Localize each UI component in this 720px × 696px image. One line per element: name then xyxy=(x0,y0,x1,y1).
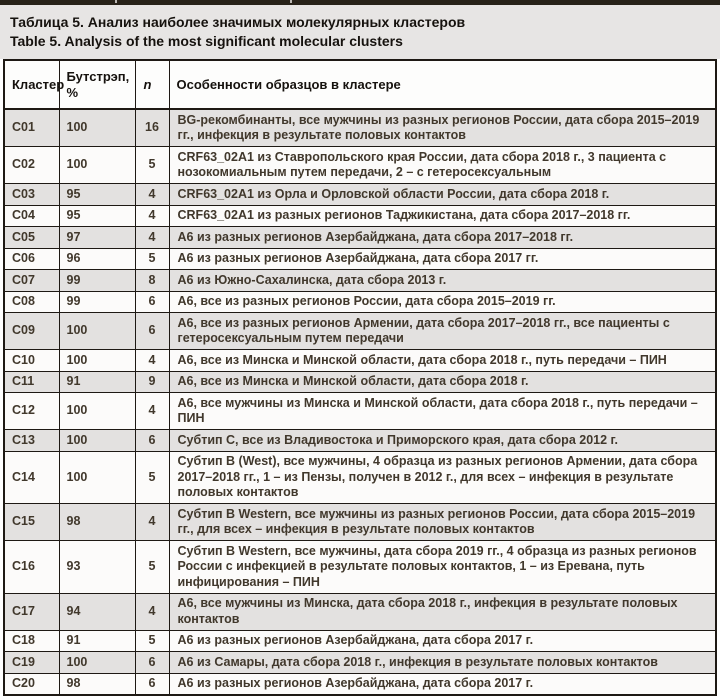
bootstrap-value: 97 xyxy=(59,227,135,249)
clusters-table xyxy=(3,59,717,696)
sample-count: 4 xyxy=(135,227,169,249)
bootstrap-value: 98 xyxy=(59,504,135,541)
bootstrap-value: 100 xyxy=(59,451,135,504)
cluster-id: C01 xyxy=(4,109,59,147)
cluster-id: C17 xyxy=(4,593,59,630)
sample-count: 16 xyxy=(135,109,169,147)
cluster-id: C13 xyxy=(4,430,59,452)
bootstrap-value: 100 xyxy=(59,350,135,372)
table-row xyxy=(4,504,716,541)
sample-count: 5 xyxy=(135,248,169,270)
cluster-description: А6 из разных регионов Азербайджана, дата сбора 2017 г. xyxy=(169,630,716,652)
cluster-description: А6 из разных регионов Азербайджана, дата сбора 2017 г. xyxy=(169,673,716,695)
cluster-description: А6, все из разных регионов России, дата сбора 2015–2019 гг. xyxy=(169,291,716,313)
bootstrap-value: 100 xyxy=(59,430,135,452)
cluster-id: C07 xyxy=(4,270,59,292)
cluster-id: C08 xyxy=(4,291,59,313)
bootstrap-value: 98 xyxy=(59,673,135,695)
bootstrap-value: 91 xyxy=(59,371,135,393)
top-rule-tick xyxy=(115,0,117,3)
sample-count: 6 xyxy=(135,430,169,452)
column-header-n: n xyxy=(135,60,169,109)
sample-count: 6 xyxy=(135,291,169,313)
table-row xyxy=(4,652,716,674)
cluster-id: C06 xyxy=(4,248,59,270)
clusters-table-header xyxy=(4,60,716,109)
cluster-description: CRF63_02A1 из Орла и Орловской области России, дата сбора 2018 г. xyxy=(169,184,716,206)
table-row xyxy=(4,313,716,350)
sample-count: 8 xyxy=(135,270,169,292)
cluster-id: C19 xyxy=(4,652,59,674)
cluster-description: А6, все из Минска и Минской области, дата сбора 2018 г. xyxy=(169,371,716,393)
column-header-features: Особенности образцов в кластере xyxy=(169,60,716,109)
table-row xyxy=(4,673,716,695)
bootstrap-value: 91 xyxy=(59,630,135,652)
top-rule-divider xyxy=(0,0,720,5)
cluster-description: А6, все из Минска и Минской области, дата сбора 2018 г., путь передачи – ПИН xyxy=(169,350,716,372)
sample-count: 6 xyxy=(135,313,169,350)
table-row xyxy=(4,184,716,206)
bootstrap-value: 95 xyxy=(59,205,135,227)
bootstrap-value: 100 xyxy=(59,652,135,674)
cluster-id: C09 xyxy=(4,313,59,350)
sample-count: 5 xyxy=(135,147,169,184)
table-caption xyxy=(0,5,720,59)
bootstrap-value: 94 xyxy=(59,593,135,630)
bootstrap-value: 100 xyxy=(59,393,135,430)
table-row xyxy=(4,147,716,184)
sample-count: 5 xyxy=(135,541,169,594)
bootstrap-value: 100 xyxy=(59,147,135,184)
cluster-id: C05 xyxy=(4,227,59,249)
table-row xyxy=(4,371,716,393)
cluster-description: Субтип С, все из Владивостока и Приморского края, дата сбора 2012 г. xyxy=(169,430,716,452)
sample-count: 5 xyxy=(135,451,169,504)
cluster-id: C10 xyxy=(4,350,59,372)
table-caption-ru: Таблица 5. Анализ наиболее значимых молекулярных кластеров xyxy=(10,14,466,30)
bootstrap-value: 93 xyxy=(59,541,135,594)
bootstrap-value: 100 xyxy=(59,109,135,147)
cluster-id: C11 xyxy=(4,371,59,393)
cluster-description: А6 из разных регионов Азербайджана, дата сбора 2017 гг. xyxy=(169,248,716,270)
cluster-description: А6 из Южно-Сахалинска, дата сбора 2013 г. xyxy=(169,270,716,292)
table-row xyxy=(4,109,716,147)
table-row xyxy=(4,248,716,270)
table-row xyxy=(4,270,716,292)
sample-count: 4 xyxy=(135,393,169,430)
table-row xyxy=(4,451,716,504)
column-header-cluster: Кластер xyxy=(4,60,59,109)
cluster-id: C14 xyxy=(4,451,59,504)
cluster-description: CRF63_02A1 из Ставропольского края России, дата сбора 2018 г., 3 пациента с нозокомиальным путем передачи, 2 – с гетеросексуальным xyxy=(169,147,716,184)
table-row xyxy=(4,630,716,652)
cluster-description: BG-рекомбинанты, все мужчины из разных регионов России, дата сбора 2015–2019 гг., инфекция в результате половых контактов xyxy=(169,109,716,147)
cluster-description: А6, все мужчины из Минска, дата сбора 2018 г., инфекция в результате половых контактов xyxy=(169,593,716,630)
sample-count: 9 xyxy=(135,371,169,393)
table-row xyxy=(4,350,716,372)
sample-count: 4 xyxy=(135,184,169,206)
cluster-id: C16 xyxy=(4,541,59,594)
table-row xyxy=(4,393,716,430)
bootstrap-value: 99 xyxy=(59,270,135,292)
table-row xyxy=(4,291,716,313)
cluster-description: CRF63_02A1 из разных регионов Таджикистана, дата сбора 2017–2018 гг. xyxy=(169,205,716,227)
table-row xyxy=(4,205,716,227)
cluster-id: C18 xyxy=(4,630,59,652)
cluster-description: Субтип В Western, все мужчины из разных регионов России, дата сбора 2015–2019 гг., для всех – инфекция в результате половых контактов xyxy=(169,504,716,541)
cluster-description: А6 из разных регионов Азербайджана, дата сбора 2017–2018 гг. xyxy=(169,227,716,249)
table-caption-en: Table 5. Analysis of the most significant molecular clusters xyxy=(10,32,403,49)
cluster-id: C20 xyxy=(4,673,59,695)
cluster-id: C03 xyxy=(4,184,59,206)
top-rule-tick xyxy=(290,0,292,3)
header-row xyxy=(4,60,716,109)
bootstrap-value: 99 xyxy=(59,291,135,313)
cluster-id: C15 xyxy=(4,504,59,541)
sample-count: 6 xyxy=(135,652,169,674)
sample-count: 4 xyxy=(135,504,169,541)
table-row xyxy=(4,593,716,630)
bootstrap-value: 100 xyxy=(59,313,135,350)
column-header-bootstrap: Бутстрэп, % xyxy=(59,60,135,109)
table-row xyxy=(4,430,716,452)
bootstrap-value: 95 xyxy=(59,184,135,206)
sample-count: 4 xyxy=(135,205,169,227)
cluster-description: А6, все мужчины из Минска и Минской области, дата сбора 2018 г., путь передачи – ПИН xyxy=(169,393,716,430)
cluster-description: А6, все из разных регионов Армении, дата сбора 2017–2018 гг., все пациенты с гетеросексуальным путем передачи xyxy=(169,313,716,350)
table-row xyxy=(4,541,716,594)
sample-count: 4 xyxy=(135,593,169,630)
cluster-id: C12 xyxy=(4,393,59,430)
cluster-description: А6 из Самары, дата сбора 2018 г., инфекция в результате половых контактов xyxy=(169,652,716,674)
bootstrap-value: 96 xyxy=(59,248,135,270)
table-row xyxy=(4,227,716,249)
clusters-table-body xyxy=(4,109,716,695)
cluster-id: C04 xyxy=(4,205,59,227)
cluster-id: C02 xyxy=(4,147,59,184)
cluster-description: Субтип В (West), все мужчины, 4 образца из разных регионов Армении, дата сбора 2017–2018 гг., 1 – из Пензы, получен в 2012 г., для всех – инфекция в результате половых контактов xyxy=(169,451,716,504)
sample-count: 6 xyxy=(135,673,169,695)
cluster-description: Субтип В Western, все мужчины, дата сбора 2019 гг., 4 образца из разных регионов России с инфекцией в результате половых контактов, 1 – из Еревана, путь инфицирования – ПИН xyxy=(169,541,716,594)
sample-count: 4 xyxy=(135,350,169,372)
sample-count: 5 xyxy=(135,630,169,652)
